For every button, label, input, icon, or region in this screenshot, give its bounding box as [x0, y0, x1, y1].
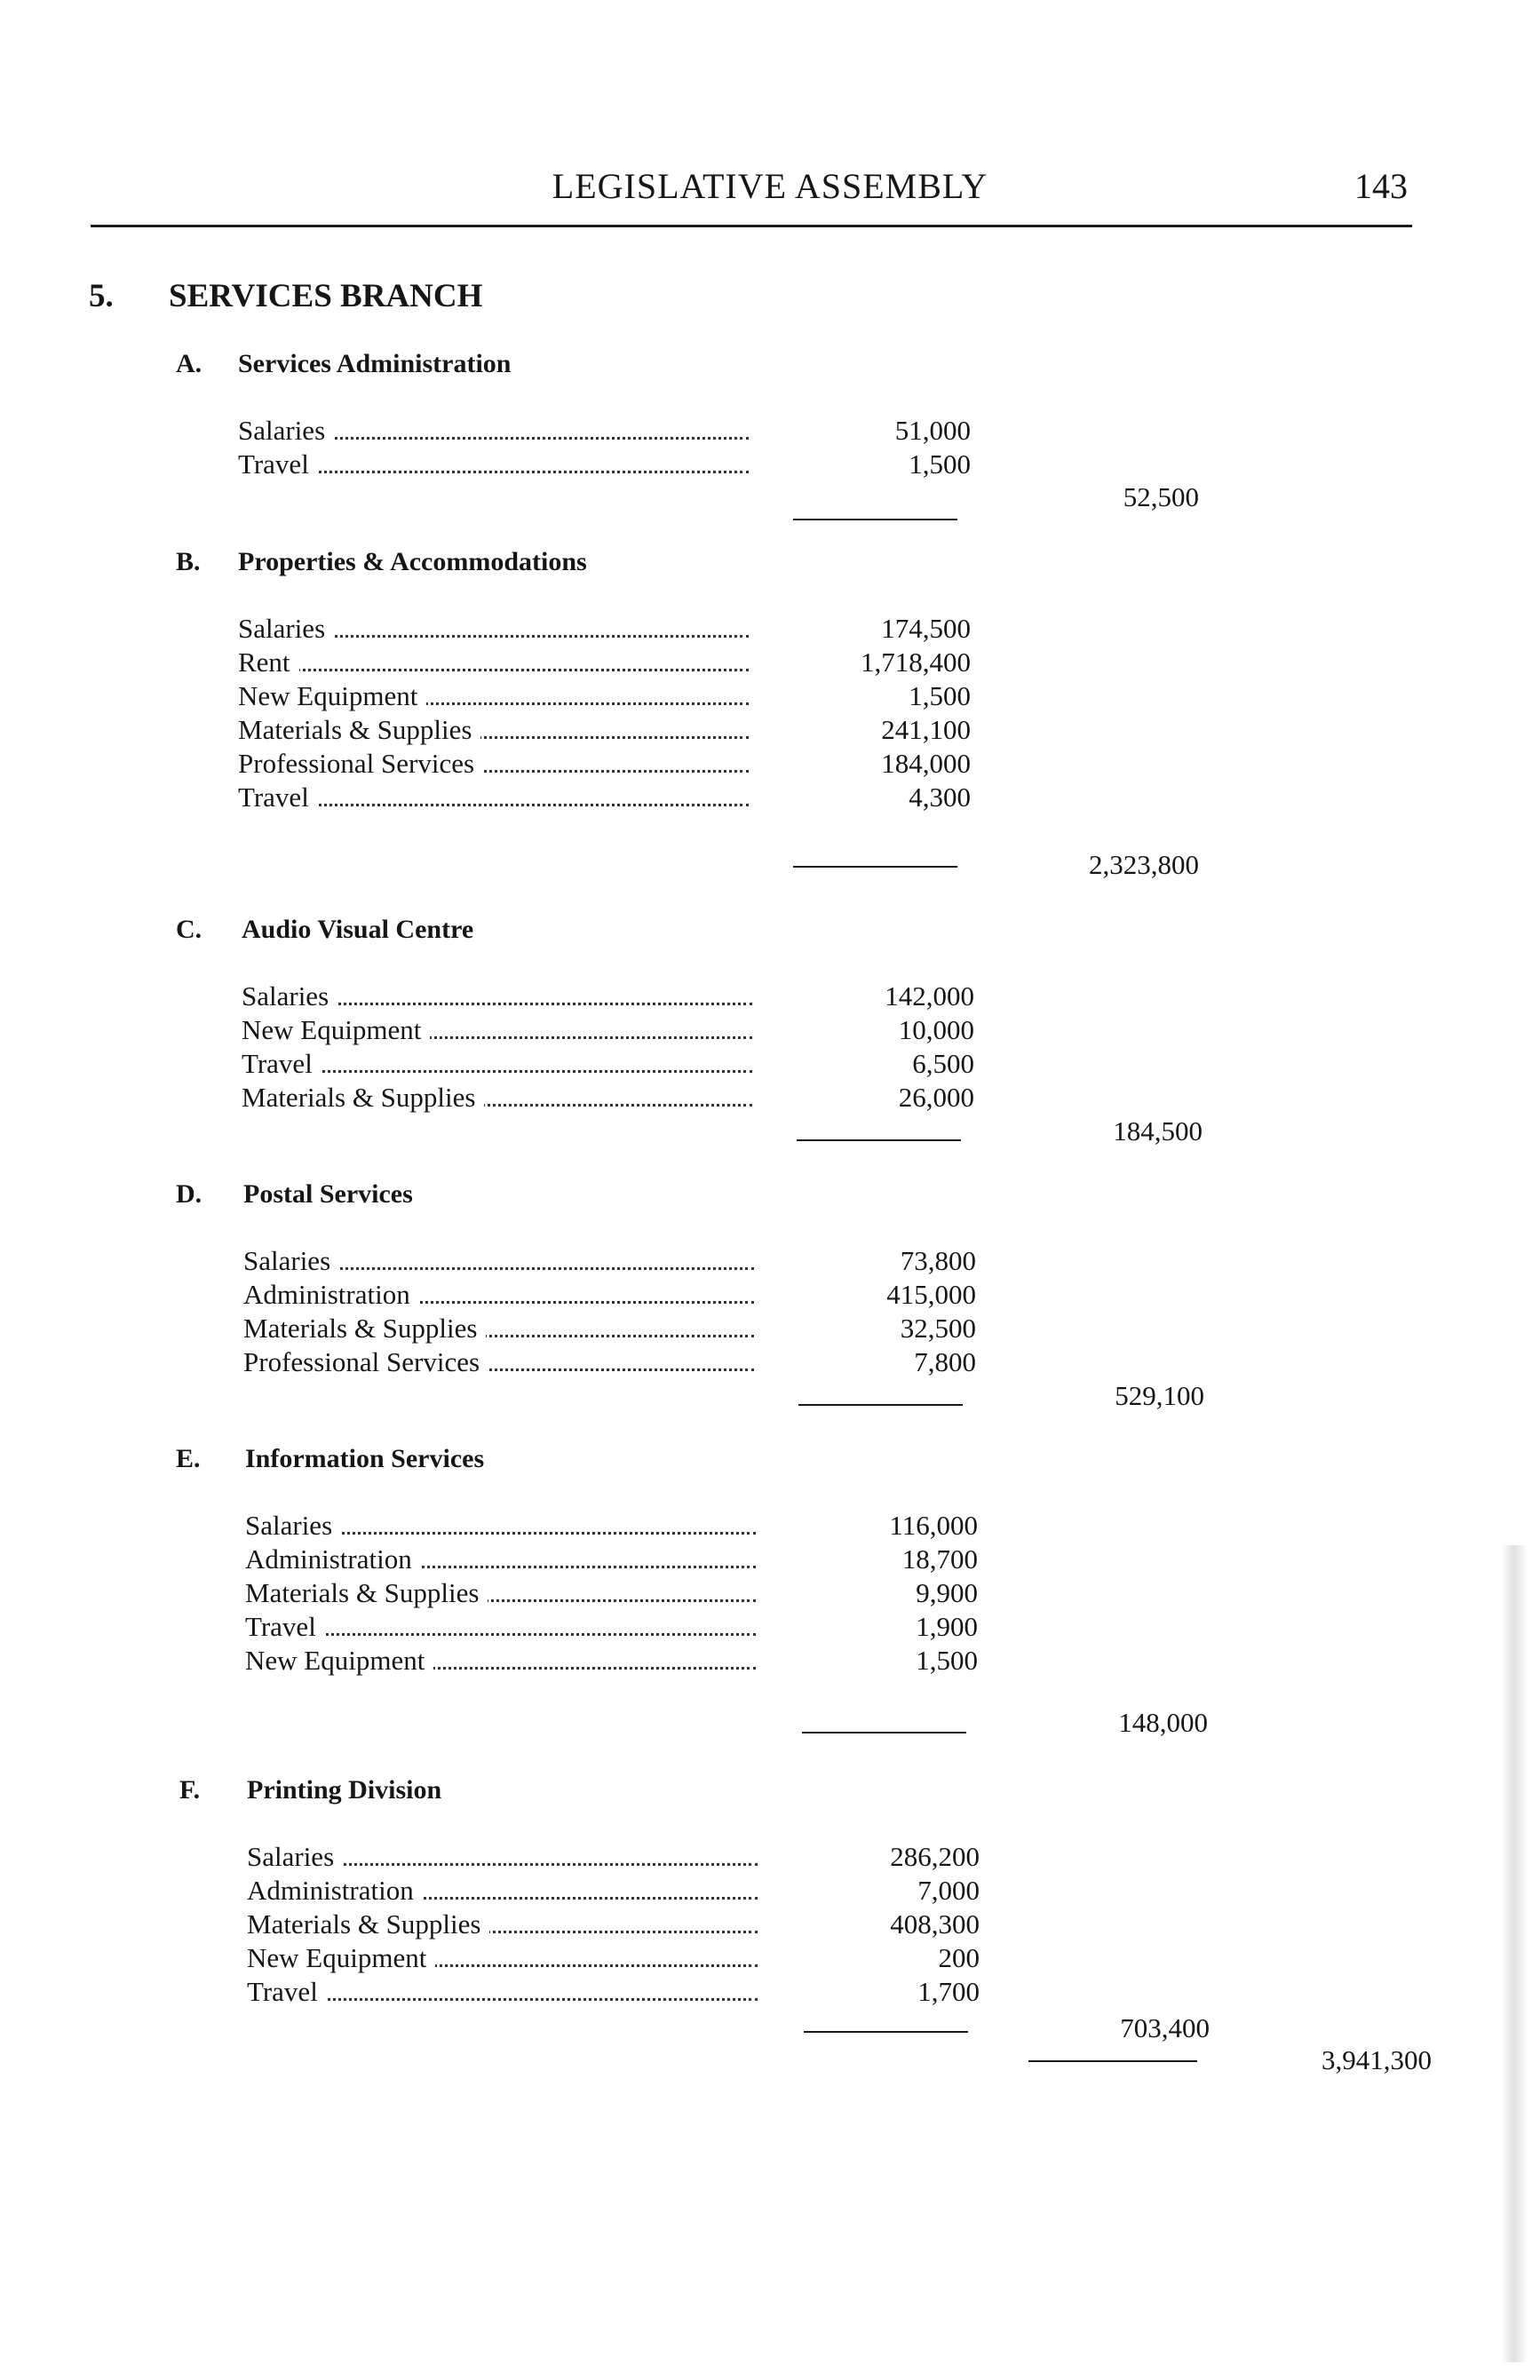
line-item-label-text: Travel — [247, 1976, 327, 2007]
line-item-label-text: Travel — [238, 781, 318, 813]
line-item-amount: 26,000 — [898, 1082, 974, 1113]
subsection-title: Audio Visual Centre — [242, 915, 474, 944]
line-item-amount: 9,900 — [916, 1577, 978, 1608]
section-title: SERVICES BRANCH — [169, 278, 483, 314]
line-item-label — [238, 781, 749, 813]
line-item-label-text: Materials & Supplies — [245, 1577, 488, 1608]
subsection-letter: F. — [179, 1775, 201, 1805]
line-item-label — [242, 980, 752, 1012]
line-item-amount: 7,000 — [917, 1875, 980, 1906]
subsection-total: 703,400 — [1120, 2012, 1210, 2043]
line-item-label — [242, 1048, 752, 1080]
line-item-label — [245, 1510, 756, 1542]
subtotal-rule — [793, 519, 957, 520]
line-item-label-text: Rent — [238, 647, 299, 678]
line-item-label — [245, 1543, 756, 1575]
line-item-label-text: Materials & Supplies — [242, 1082, 484, 1113]
line-item-amount: 1,500 — [916, 1645, 978, 1676]
line-item-label — [238, 448, 749, 480]
subsection-letter: C. — [176, 915, 202, 944]
line-item-amount: 4,300 — [909, 781, 971, 813]
page-header-title: LEGISLATIVE ASSEMBLY — [552, 166, 988, 206]
subsection-letter: B. — [176, 547, 201, 576]
line-item-label-text: Travel — [238, 448, 318, 480]
subsection-title: Properties & Accommodations — [238, 547, 587, 576]
subsection-title: Printing Division — [247, 1775, 442, 1805]
subsection-title: Postal Services — [243, 1179, 413, 1209]
line-item-label — [243, 1245, 754, 1277]
subsection-total: 52,500 — [1123, 481, 1199, 512]
line-item-label-text: Administration — [243, 1279, 419, 1310]
line-item-amount: 32,500 — [900, 1313, 976, 1344]
subtotal-rule — [798, 1404, 963, 1406]
line-item-label-text: Materials & Supplies — [243, 1313, 486, 1344]
line-item-amount: 1,500 — [909, 680, 971, 711]
line-item-amount: 286,200 — [890, 1841, 980, 1872]
subtotal-rule — [797, 1139, 961, 1141]
line-item-amount: 174,500 — [881, 613, 971, 644]
line-item-label — [243, 1346, 754, 1378]
line-item-label — [245, 1577, 756, 1609]
subsection-letter: D. — [176, 1179, 202, 1209]
line-item-label — [247, 1908, 758, 1940]
line-item-label-text: New Equipment — [245, 1645, 433, 1676]
line-item-amount: 6,500 — [912, 1048, 974, 1079]
line-item-amount: 18,700 — [901, 1543, 978, 1575]
subsection-total: 184,500 — [1113, 1115, 1203, 1146]
subtotal-rule — [804, 2031, 968, 2033]
line-item-label-text: Salaries — [243, 1245, 339, 1276]
line-item-amount: 7,800 — [914, 1346, 976, 1377]
line-item-label-text: Salaries — [238, 613, 334, 644]
line-item-label-text: Administration — [245, 1543, 421, 1575]
line-item-label-text: Salaries — [245, 1510, 341, 1541]
line-item-amount: 116,000 — [889, 1510, 978, 1541]
line-item-amount: 142,000 — [885, 980, 974, 1012]
subsection-total: 2,323,800 — [1089, 849, 1199, 880]
subsection-letter: E. — [176, 1444, 201, 1473]
line-item-label — [243, 1313, 754, 1345]
line-item-label — [238, 680, 749, 712]
line-item-label-text: Materials & Supplies — [238, 714, 480, 745]
section-number: 5. — [89, 278, 114, 314]
line-item-label — [247, 1841, 758, 1873]
line-item-amount: 415,000 — [886, 1279, 976, 1310]
subtotal-rule — [802, 1732, 966, 1733]
line-item-label — [242, 1082, 752, 1114]
line-item-label — [245, 1645, 756, 1677]
line-item-label-text: Salaries — [247, 1841, 343, 1872]
scan-edge-artifact — [1501, 1545, 1528, 2362]
line-item-label — [238, 415, 749, 447]
line-item-label-text: Travel — [245, 1611, 325, 1642]
line-item-amount: 200 — [938, 1942, 980, 1973]
subtotal-rule — [793, 866, 957, 868]
line-item-label — [247, 1942, 758, 1974]
line-item-amount: 1,900 — [916, 1611, 978, 1642]
line-item-label-text: Salaries — [238, 415, 334, 446]
header-rule — [91, 225, 1412, 227]
line-item-label-text: New Equipment — [247, 1942, 435, 1973]
line-item-amount: 184,000 — [881, 748, 971, 779]
line-item-label-text: Professional Services — [238, 748, 483, 779]
line-item-label-text: Professional Services — [243, 1346, 488, 1377]
line-item-label — [238, 613, 749, 645]
branch-total: 3,941,300 — [1322, 2044, 1432, 2075]
line-item-label-text: New Equipment — [238, 680, 426, 711]
line-item-label-text: Administration — [247, 1875, 423, 1906]
line-item-amount: 1,718,400 — [861, 647, 971, 678]
line-item-label — [238, 748, 749, 780]
line-item-label — [245, 1611, 756, 1643]
line-item-amount: 241,100 — [881, 714, 971, 745]
line-item-label — [243, 1279, 754, 1311]
subsection-title: Information Services — [245, 1444, 485, 1473]
line-item-amount: 51,000 — [894, 415, 971, 446]
line-item-label-text: New Equipment — [242, 1014, 430, 1045]
subsection-total: 529,100 — [1115, 1380, 1204, 1411]
line-item-label — [242, 1014, 752, 1046]
line-item-label — [238, 647, 749, 678]
line-item-amount: 10,000 — [898, 1014, 974, 1045]
page-number: 143 — [1354, 166, 1408, 206]
subsection-total: 148,000 — [1118, 1707, 1208, 1738]
line-item-amount: 1,700 — [917, 1976, 980, 2007]
branch-total-rule — [1028, 2060, 1197, 2062]
line-item-label — [238, 714, 749, 746]
line-item-label-text: Salaries — [242, 980, 337, 1012]
line-item-amount: 408,300 — [890, 1908, 980, 1940]
subsection-title: Services Administration — [238, 349, 512, 378]
line-item-label — [247, 1976, 758, 2008]
subsection-letter: A. — [176, 349, 202, 378]
line-item-label-text: Materials & Supplies — [247, 1908, 489, 1940]
line-item-amount: 73,800 — [900, 1245, 976, 1276]
line-item-label — [247, 1875, 758, 1907]
line-item-amount: 1,500 — [909, 448, 971, 480]
line-item-label-text: Travel — [242, 1048, 321, 1079]
dot-leader — [238, 669, 749, 671]
